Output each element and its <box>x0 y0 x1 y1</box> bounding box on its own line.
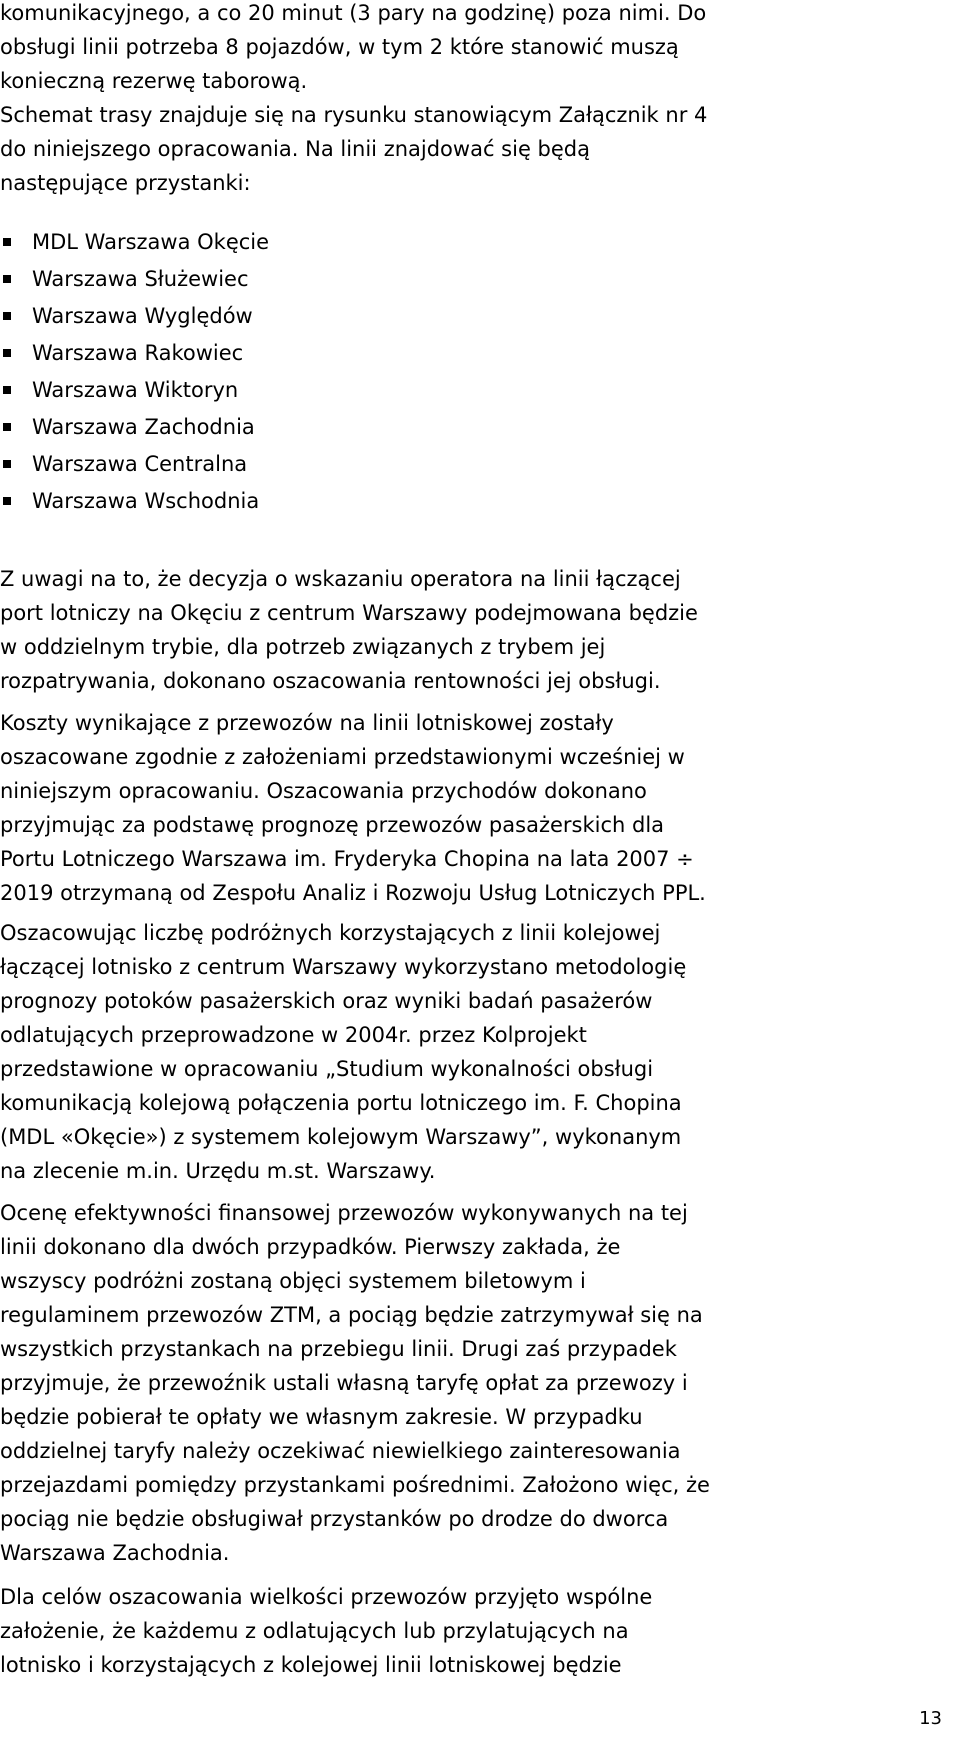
paragraph-costs <box>0 706 960 910</box>
text-line: konieczną rezerwę taborową. <box>0 69 308 93</box>
stop-name: Warszawa Wiktoryn <box>32 378 239 402</box>
list-item <box>0 446 960 483</box>
square-bullet-icon <box>3 275 11 283</box>
list-item <box>0 335 960 372</box>
square-bullet-icon <box>3 497 11 505</box>
text-line: obsługi linii potrzeba 8 pojazdów, w tym 2 które stanowić muszą <box>0 35 679 59</box>
stops-list <box>0 224 960 520</box>
paragraph-operator-decision <box>0 562 960 698</box>
text-line: rozpatrywania, dokonano oszacowania rentowności jej obsługi. <box>0 669 661 693</box>
text-line: niniejszym opracowaniu. Oszacowania przychodów dokonano <box>0 779 647 803</box>
stop-name: Warszawa Wschodnia <box>32 489 260 513</box>
text-line: Dla celów oszacowania wielkości przewozów przyjęto wspólne <box>0 1585 653 1609</box>
text-line: wszyscy podróżni zostaną objęci systemem biletowym i <box>0 1269 586 1293</box>
text-line: komunikacją kolejową połączenia portu lotniczego im. F. Chopina <box>0 1091 682 1115</box>
text-line: Schemat trasy znajduje się na rysunku stanowiącym Załącznik nr 4 <box>0 103 708 127</box>
text-line: Warszawa Zachodnia. <box>0 1541 230 1565</box>
text-line: port lotniczy na Okęciu z centrum Warszawy podejmowana będzie <box>0 601 698 625</box>
text-line: komunikacyjnego, a co 20 minut (3 pary na godzinę) poza nimi. Do <box>0 1 707 25</box>
text-line: założenie, że każdemu z odlatujących lub przylatujących na <box>0 1619 629 1643</box>
square-bullet-icon <box>3 349 11 357</box>
stop-name: Warszawa Wyględów <box>32 304 253 328</box>
text-line: odlatujących przeprowadzone w 2004r. przez Kolprojekt <box>0 1023 587 1047</box>
square-bullet-icon <box>3 423 11 431</box>
text-line: 2019 otrzymaną od Zespołu Analiz i Rozwoju Usług Lotniczych PPL. <box>0 881 706 905</box>
paragraph-route-scheme <box>0 98 960 200</box>
text-line: Ocenę efektywności finansowej przewozów wykonywanych na tej <box>0 1201 688 1225</box>
paragraph-schedule-fleet <box>0 0 960 98</box>
text-line: przejazdami pomiędzy przystankami pośrednimi. Założono więc, że <box>0 1473 710 1497</box>
text-line: Oszacowując liczbę podróżnych korzystających z linii kolejowej <box>0 921 661 945</box>
text-line: linii dokonano dla dwóch przypadków. Pierwszy zakłada, że <box>0 1235 621 1259</box>
text-line: łączącej lotnisko z centrum Warszawy wykorzystano metodologię <box>0 955 687 979</box>
list-item <box>0 261 960 298</box>
square-bullet-icon <box>3 238 11 246</box>
text-line: będzie pobierał te opłaty we własnym zakresie. W przypadku <box>0 1405 643 1429</box>
text-line: przyjmuje, że przewoźnik ustali własną taryfę opłat za przewozy i <box>0 1371 688 1395</box>
text-line: lotnisko i korzystających z kolejowej linii lotniskowej będzie <box>0 1653 622 1677</box>
paragraph-financial-efficiency <box>0 1196 960 1570</box>
text-line: oszacowane zgodnie z założeniami przedstawionymi wcześniej w <box>0 745 685 769</box>
text-line: następujące przystanki: <box>0 171 251 195</box>
text-line: oddzielnej taryfy należy oczekiwać niewielkiego zainteresowania <box>0 1439 681 1463</box>
list-item <box>0 483 960 520</box>
square-bullet-icon <box>3 460 11 468</box>
text-line: prognozy potoków pasażerskich oraz wyniki badań pasażerów <box>0 989 653 1013</box>
list-item <box>0 372 960 409</box>
stop-name: Warszawa Centralna <box>32 452 248 476</box>
text-line: Z uwagi na to, że decyzja o wskazaniu operatora na linii łączącej <box>0 567 681 591</box>
stop-name: Warszawa Służewiec <box>32 267 249 291</box>
text-line: pociąg nie będzie obsługiwał przystanków po drodze do dworca <box>0 1507 669 1531</box>
text-line: przedstawione w opracowaniu „Studium wykonalności obsługi <box>0 1057 654 1081</box>
text-line: na zlecenie m.in. Urzędu m.st. Warszawy. <box>0 1159 436 1183</box>
text-line: do niniejszego opracowania. Na linii znajdować się będą <box>0 137 590 161</box>
text-line: przyjmując za podstawę prognozę przewozów pasażerskich dla <box>0 813 665 837</box>
page-number: 13 <box>919 1708 942 1729</box>
square-bullet-icon <box>3 312 11 320</box>
stop-name: Warszawa Zachodnia <box>32 415 255 439</box>
paragraph-assumption <box>0 1580 960 1682</box>
stop-name: Warszawa Rakowiec <box>32 341 244 365</box>
text-line: wszystkich przystankach na przebiegu linii. Drugi zaś przypadek <box>0 1337 677 1361</box>
text-line: regulaminem przewozów ZTM, a pociąg będzie zatrzymywał się na <box>0 1303 703 1327</box>
list-item <box>0 224 960 261</box>
text-line: (MDL «Okęcie») z systemem kolejowym Warszawy”, wykonanym <box>0 1125 682 1149</box>
text-line: Portu Lotniczego Warszawa im. Fryderyka Chopina na lata 2007 ÷ <box>0 847 694 871</box>
paragraph-passenger-estimation <box>0 916 960 1188</box>
text-line: w oddzielnym trybie, dla potrzeb związanych z trybem jej <box>0 635 606 659</box>
text-line: Koszty wynikające z przewozów na linii lotniskowej zostały <box>0 711 614 735</box>
stop-name: MDL Warszawa Okęcie <box>32 230 270 254</box>
square-bullet-icon <box>3 386 11 394</box>
list-item <box>0 409 960 446</box>
list-item <box>0 298 960 335</box>
